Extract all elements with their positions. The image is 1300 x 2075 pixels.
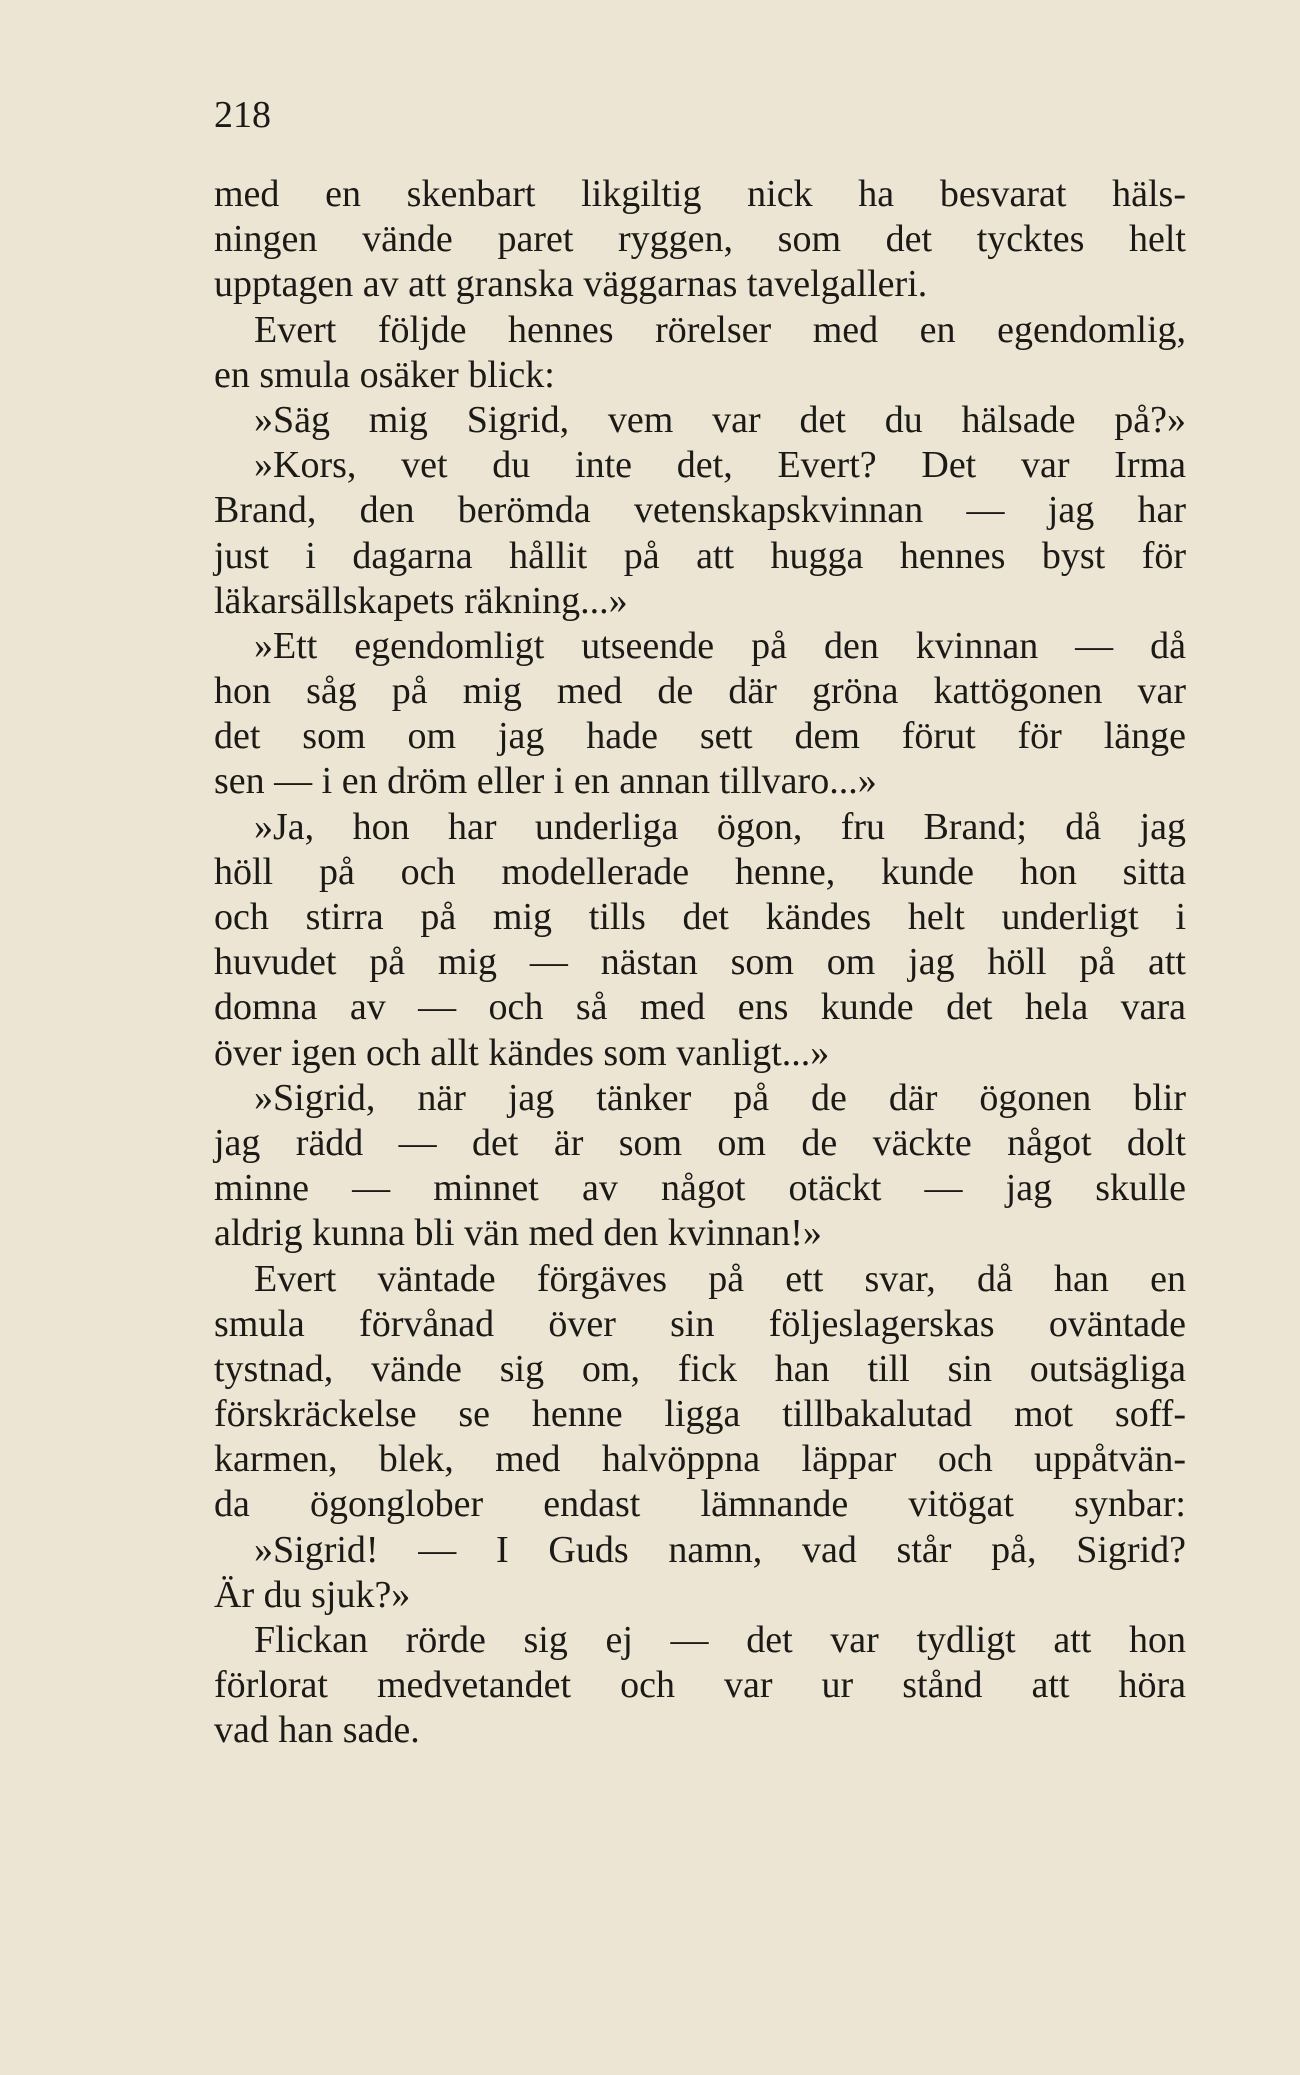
page-number: 218	[214, 94, 271, 136]
text-line: da ögonglober endast lämnande vitögat synbar:	[214, 1483, 1186, 1526]
text-line: huvudet på mig — nästan som om jag höll på att	[214, 941, 1186, 984]
text-line: Evert väntade förgäves på ett svar, då han en	[254, 1257, 1186, 1300]
text-line: en smula osäker blick:	[214, 353, 555, 396]
text-line: hon såg på mig med de där gröna kattögonen var	[214, 670, 1186, 713]
text-line: Är du sjuk?»	[214, 1573, 411, 1616]
text-line: och stirra på mig tills det kändes helt underligt i	[214, 896, 1186, 938]
text-line: »Sigrid! — I Guds namn, vad står på, Sigrid?	[254, 1528, 1186, 1571]
text-line: »Kors, vet du inte det, Evert? Det var Irma	[254, 444, 1186, 487]
text-line: smula förvånad över sin följeslagerskas oväntade	[214, 1302, 1186, 1345]
text-line: tystnad, vände sig om, fick han till sin outsägliga	[214, 1347, 1186, 1390]
text-line: med en skenbart likgiltig nick ha besvarat häls-	[214, 173, 1186, 215]
text-line: höll på och modellerade henne, kunde hon sitta	[214, 850, 1186, 893]
text-line: det som om jag hade sett dem förut för länge	[214, 715, 1186, 758]
text-line: över igen och allt kändes som vanligt...»	[214, 1031, 830, 1074]
text-line: »Ett egendomligt utseende på den kvinnan — då	[254, 624, 1186, 667]
text-line: minne — minnet av något otäckt — jag skulle	[214, 1167, 1186, 1210]
text-line: »Säg mig Sigrid, vem var det du hälsade på?»	[254, 398, 1186, 441]
text-line: »Sigrid, när jag tänker på de där ögonen blir	[254, 1076, 1186, 1119]
text-line: just i dagarna hållit på att hugga hennes byst för	[214, 534, 1186, 577]
text-line: Flickan rörde sig ej — det var tydligt att hon	[254, 1619, 1186, 1661]
text-line: karmen, blek, med halvöppna läppar och uppåtvän-	[214, 1438, 1186, 1481]
text-line: aldrig kunna bli vän med den kvinnan!»	[214, 1212, 822, 1255]
text-line: Brand, den berömda vetenskapskvinnan — jag har	[214, 489, 1186, 532]
text-line: upptagen av att granska väggarnas tavelgalleri.	[214, 263, 928, 306]
text-line: förlorat medvetandet och var ur stånd att höra	[214, 1664, 1186, 1707]
text-line: vad han sade.	[214, 1709, 420, 1752]
text-line: läkarsällskapets räkning...»	[214, 579, 628, 622]
text-line: domna av — och så med ens kunde det hela vara	[214, 986, 1186, 1029]
text-line: förskräckelse se henne ligga tillbakalutad mot soff-	[214, 1393, 1186, 1436]
text-line: »Ja, hon har underliga ögon, fru Brand; då jag	[254, 805, 1186, 848]
body-text	[214, 172, 1186, 1754]
text-line: ningen vände paret ryggen, som det tycktes helt	[214, 218, 1186, 261]
text-line: sen — i en dröm eller i en annan tillvaro...»	[214, 760, 877, 803]
text-line: jag rädd — det är som om de väckte något dolt	[214, 1121, 1186, 1164]
text-line: Evert följde hennes rörelser med en egendomlig,	[254, 308, 1186, 351]
